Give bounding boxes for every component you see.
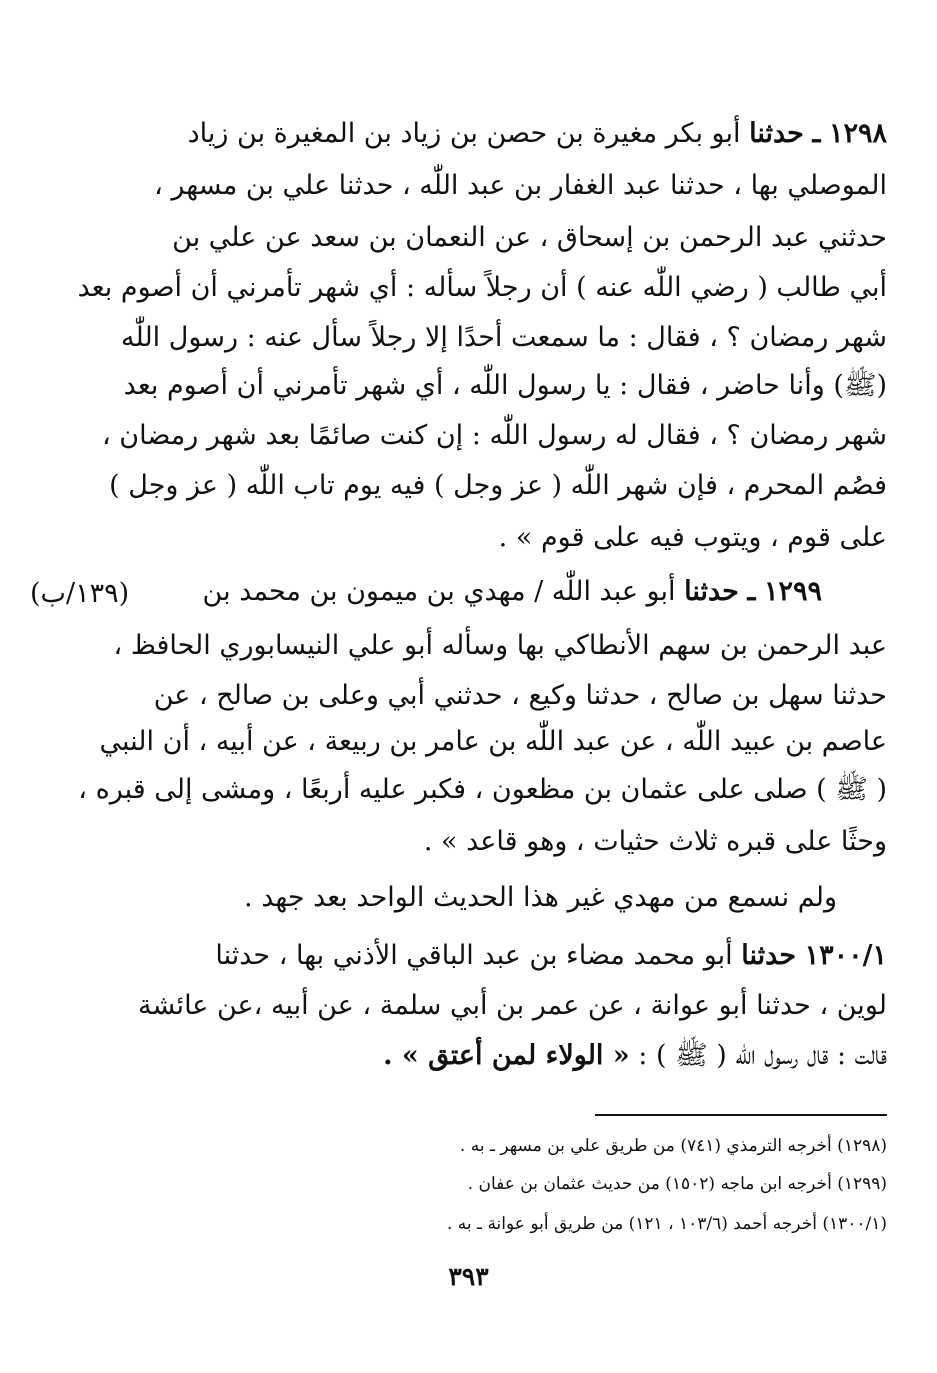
hadith-text: قالت : قال رسول اللّٰه ( ﷺ ) : — [638, 1040, 887, 1071]
footnote-1298: (١٢٩٨) أخرجه الترمذي (٧٤١) من طريق علي بن مسهر ـ به . — [459, 1136, 887, 1156]
narration-label: حدثنا — [749, 118, 804, 149]
hadith-text: أبو بكر مغيرة بن حصن بن زياد بن المغيرة بن زياد — [187, 118, 741, 149]
hadith-1299-line-3: حدثنا سهل بن صالح ، حدثنا وكيع ، حدثني أبي وعلى بن صالح ، عن — [153, 680, 887, 711]
hadith-1298-line-2: الموصلي بها ، حدثنا عبد الغفار بن عبد اللّٰه ، حدثنا علي بن مسهر ، — [154, 170, 887, 201]
footnote-1300: (١٣٠٠/١) أخرجه أحمد (١٠٣/٦ ، ١٢١) من طريق أبو عوانة ـ به . — [447, 1214, 887, 1234]
hadith-1298-line-1 — [188, 114, 887, 154]
narration-label: حدثنا — [741, 940, 797, 971]
hadith-quote: « الولاء لمن أعتق » . — [383, 1040, 630, 1071]
hadith-text: أبو محمد مضاء بن عبد الباقي الأذني بها ، حدثنا — [215, 940, 733, 971]
hadith-1299-line-2: عبد الرحمن بن سهم الأنطاكي بها وسأله أبو علي النيسابوري الحافظ ، — [113, 630, 887, 661]
footnote-divider — [595, 1114, 887, 1116]
editor-note: ولم نسمع من مهدي غير هذا الحديث الواحد بعد جهد . — [244, 882, 837, 913]
hadith-number: ١٢٩٨ — [828, 118, 887, 149]
hadith-1298-line-8: فصُم المحرم ، فإن شهر اللّٰه ( عز وجل ) فيه يوم تاب اللّٰه ( عز وجل ) — [109, 470, 887, 501]
hadith-1300-line-1 — [215, 936, 887, 976]
hadith-text: أبو عبد اللّٰه / مهدي بن ميمون بن محمد بن — [202, 576, 676, 607]
page-number: ٣٩٣ — [448, 1262, 489, 1291]
hadith-1299-line-4: عاصم بن عبيد اللّٰه ، عن عبد اللّٰه بن عامر بن ربيعة ، عن أبيه ، أن النبي — [99, 726, 887, 757]
hadith-1300-line-3 — [383, 1036, 887, 1076]
hadith-1298-line-6: (ﷺ) وأنا حاضر ، فقال : يا رسول اللّٰه ، أي شهر تأمرني أن أصوم بعد — [123, 370, 887, 401]
hadith-1299-line-1 — [203, 572, 822, 612]
manuscript-folio-ref: (١٣٩/ب) — [30, 578, 130, 609]
hadith-1298-line-4: أبي طالب ( رضي اللّٰه عنه ) أن رجلاً سأله : أي شهر تأمرني أن أصوم بعد — [77, 272, 887, 303]
hadith-1300-line-2: لوين ، حدثنا أبو عوانة ، عن عمر بن أبي سلمة ، عن أبيه ،عن عائشة — [138, 990, 887, 1021]
hadith-number: ١٢٩٩ — [763, 576, 822, 607]
hadith-1298-line-5: شهر رمضان ؟ ، فقال : ما سمعت أحدًا إلا رجلاً سأل عنه : رسول اللّٰه — [121, 322, 887, 353]
narration-label: حدثنا — [684, 576, 739, 607]
footnote-1299: (١٢٩٩) أخرجه ابن ماجه (١٥٠٢) من حديث عثمان بن عفان . — [467, 1174, 887, 1194]
hadith-number: ١٣٠٠/١ — [804, 940, 887, 971]
hadith-1298-line-9: على قوم ، ويتوب فيه على قوم » . — [498, 522, 887, 553]
hadith-1298-line-3: حدثني عبد الرحمن بن إسحاق ، عن النعمان بن سعد عن علي بن — [172, 222, 887, 253]
hadith-1299-line-5: ( ﷺ ) صلى على عثمان بن مظعون ، فكبر عليه أربعًا ، ومشى إلى قبره ، — [78, 774, 887, 805]
hadith-1298-line-7: شهر رمضان ؟ ، فقال له رسول اللّٰه : إن كنت صائمًا بعد شهر رمضان ، — [101, 420, 887, 451]
dash: ـ — [812, 118, 821, 149]
dash: ـ — [747, 576, 756, 607]
hadith-1299-line-6: وحثًا على قبره ثلاث حثيات ، وهو قاعد » . — [423, 826, 887, 857]
